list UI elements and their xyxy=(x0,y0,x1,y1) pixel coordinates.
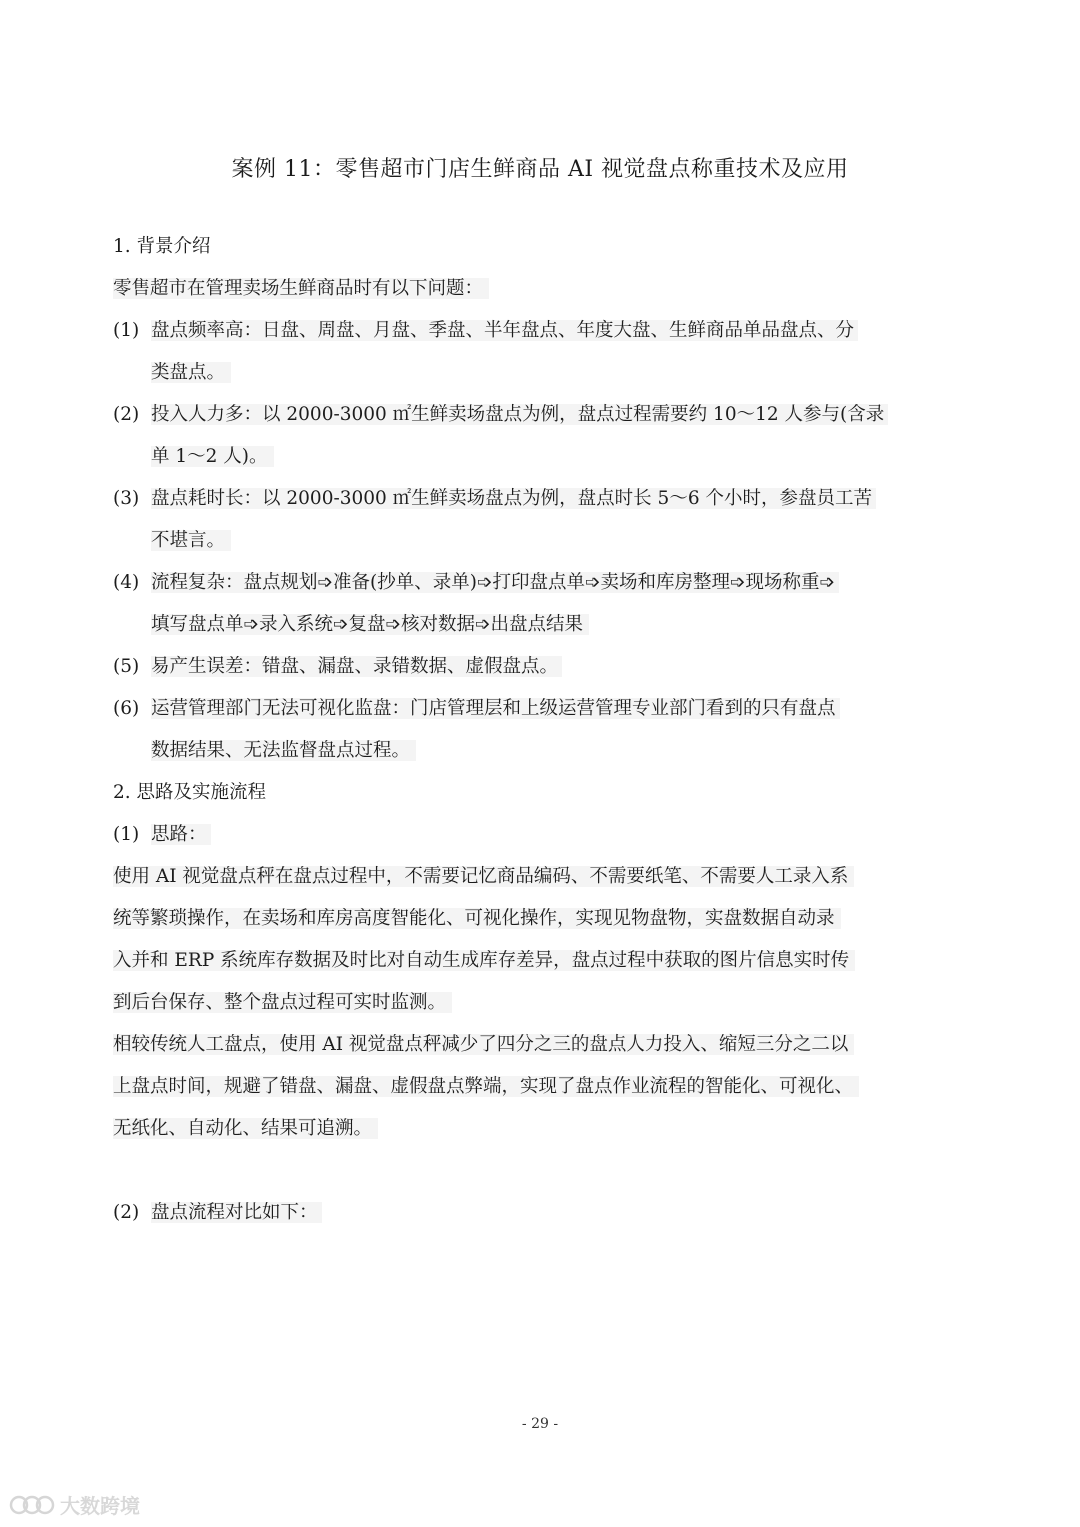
paragraph-line xyxy=(113,856,973,898)
paragraph-line xyxy=(113,1066,973,1108)
subsection-heading xyxy=(113,814,973,856)
paragraph-text: 相较传统人工盘点，使用 AI 视觉盘点秤减少了四分之三的盘点人力投入、缩短三分之二以 xyxy=(113,1034,854,1055)
paragraph-text: 入并和 ERP 系统库存数据及时比对自动生成库存差异，盘点过程中获取的图片信息实时传 xyxy=(113,950,855,971)
list-item-text-continued: 单 1～2 人)。 xyxy=(151,446,274,467)
list-item xyxy=(113,478,973,562)
list-item-text-continued: 类盘点。 xyxy=(151,362,231,383)
paragraph-line xyxy=(113,1108,973,1150)
subsection-label: 思路： xyxy=(151,824,211,845)
list-item-text: 易产生误差：错盘、漏盘、录错数据、虚假盘点。 xyxy=(151,656,562,677)
paragraph-text: 使用 AI 视觉盘点秤在盘点过程中，不需要记忆商品编码、不需要纸笔、不需要人工录入系 xyxy=(113,866,854,887)
blank-line xyxy=(113,1150,973,1192)
document-title: 案例 11：零售超市门店生鲜商品 AI 视觉盘点称重技术及应用 xyxy=(231,157,849,182)
paragraph-line xyxy=(113,898,973,940)
list-item-text-continued: 填写盘点单➩录入系统➩复盘➩核对数据➩出盘点结果 xyxy=(151,614,589,635)
list-item-text: 盘点耗时长：以 2000-3000 ㎡生鲜卖场盘点为例，盘点时长 5～6 个小时，参盘员工苦 xyxy=(151,488,876,509)
list-item-number: (6) xyxy=(113,698,140,719)
subsection-label: 盘点流程对比如下： xyxy=(151,1202,322,1223)
list-item-number: (2) xyxy=(113,404,140,425)
subsection-number: (1) xyxy=(113,824,140,845)
list-item xyxy=(113,562,973,646)
paragraph-line xyxy=(113,1024,973,1066)
list-item xyxy=(113,688,973,772)
list-item-text-continued: 不堪言。 xyxy=(151,530,231,551)
paragraph-line xyxy=(113,940,973,982)
list-item-text: 盘点频率高：日盘、周盘、月盘、季盘、半年盘点、年度大盘、生鲜商品单品盘点、分 xyxy=(151,320,858,341)
list-item-text: 流程复杂：盘点规划➩准备(抄单、录单)➩打印盘点单➩卖场和库房整理➩现场称重➩ xyxy=(151,572,839,593)
watermark xyxy=(8,1490,140,1519)
subsection-number: (2) xyxy=(113,1202,140,1223)
intro-text: 零售超市在管理卖场生鲜商品时有以下问题： xyxy=(113,278,489,299)
page-number: - 29 - xyxy=(521,1416,559,1432)
paragraph-text: 无纸化、自动化、结果可追溯。 xyxy=(113,1118,378,1139)
list-item xyxy=(113,310,973,394)
list-item-text: 投入人力多：以 2000-3000 ㎡生鲜卖场盘点为例，盘点过程需要约 10～12 人参与(含录 xyxy=(151,404,888,425)
section-heading-text: 2. 思路及实施流程 xyxy=(113,782,267,803)
paragraph-line xyxy=(113,982,973,1024)
list-item-number: (1) xyxy=(113,320,140,341)
subsection-heading xyxy=(113,1192,973,1234)
paragraph-text: 上盘点时间，规避了错盘、漏盘、虚假盘点弊端，实现了盘点作业流程的智能化、可视化、 xyxy=(113,1076,859,1097)
watermark-logo-icon xyxy=(8,1492,56,1518)
paragraph-text: 到后台保存、整个盘点过程可实时监测。 xyxy=(113,992,452,1013)
watermark-text: 大数跨境 xyxy=(60,1494,140,1518)
paragraph-text: 统等繁琐操作，在卖场和库房高度智能化、可视化操作，实现见物盘物，实盘数据自动录 xyxy=(113,908,841,929)
section-heading xyxy=(113,226,973,268)
document-body xyxy=(113,226,973,1234)
paragraph-line xyxy=(113,268,973,310)
list-item-number: (4) xyxy=(113,572,140,593)
list-item-text-continued: 数据结果、无法监督盘点过程。 xyxy=(151,740,416,761)
list-item xyxy=(113,394,973,478)
list-item-number: (3) xyxy=(113,488,140,509)
section-heading-text: 1. 背景介绍 xyxy=(113,236,211,257)
list-item-number: (5) xyxy=(113,656,140,677)
list-item-text: 运营管理部门无法可视化监盘：门店管理层和上级运营管理专业部门看到的只有盘点 xyxy=(151,698,840,719)
list-item xyxy=(113,646,973,688)
section-heading xyxy=(113,772,973,814)
